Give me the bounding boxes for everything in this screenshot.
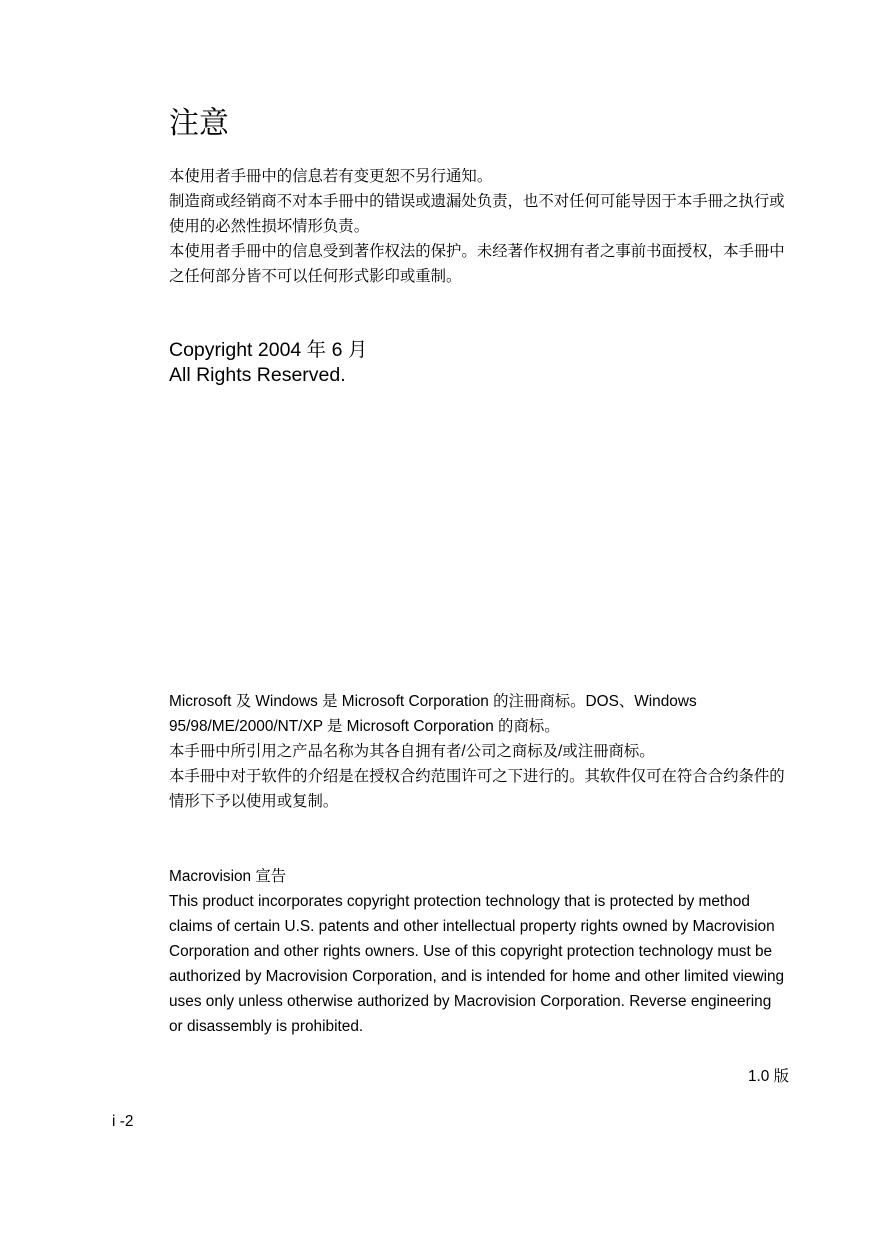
notice-title: 注意 <box>169 107 229 140</box>
notice-section <box>169 164 789 289</box>
macrovision-section <box>169 864 789 1039</box>
trademark-paragraph: Microsoft 及 Windows 是 Microsoft Corporation 的注冊商标。DOS、Windows 95/98/ME/2000/NT/XP 是 Microsoft Corporation 的商标。 <box>169 693 697 735</box>
trademark-paragraph: 本手冊中对于软件的介绍是在授权合约范围许可之下进行的。其软件仅可在符合合约条件的情形下予以使用或复制。 <box>169 768 785 810</box>
notice-paragraph: 制造商或经销商不对本手冊中的错误或遗漏处负责，也不对任何可能导因于本手冊之执行或使用的必然性损坏情形负责。 <box>169 193 785 235</box>
rights-reserved-line: All Rights Reserved. <box>169 364 346 386</box>
page-number: i -2 <box>112 1113 134 1130</box>
notice-paragraph: 本使用者手冊中的信息受到著作权法的保护。未经著作权拥有者之事前书面授权，本手冊中之任何部分皆不可以任何形式影印或重制。 <box>169 243 785 285</box>
trademarks-section <box>169 689 789 814</box>
notice-paragraph: 本使用者手冊中的信息若有变更恕不另行通知。 <box>169 168 493 185</box>
copyright-section <box>169 338 789 388</box>
version-label: 1.0 版 <box>747 1068 789 1085</box>
trademark-paragraph: 本手冊中所引用之产品名称为其各自拥有者/公司之商标及/或注冊商标。 <box>169 743 655 760</box>
copyright-line: Copyright 2004 年 6 月 <box>169 339 368 361</box>
macrovision-body: This product incorporates copyright protection technology that is protected by method claims of certain U.S. patents and other intellectual property rights owned by Macrovision Corporation and other rights owners. Use of this copyright protection technology must be authorized by Macrovision Corporation, and is intended for home and other limited viewing uses only unless otherwise authorized by Macrovision Corporation. Reverse engineering or disassembly is prohibited. <box>169 893 785 1035</box>
macrovision-heading: Macrovision 宣告 <box>169 868 287 885</box>
